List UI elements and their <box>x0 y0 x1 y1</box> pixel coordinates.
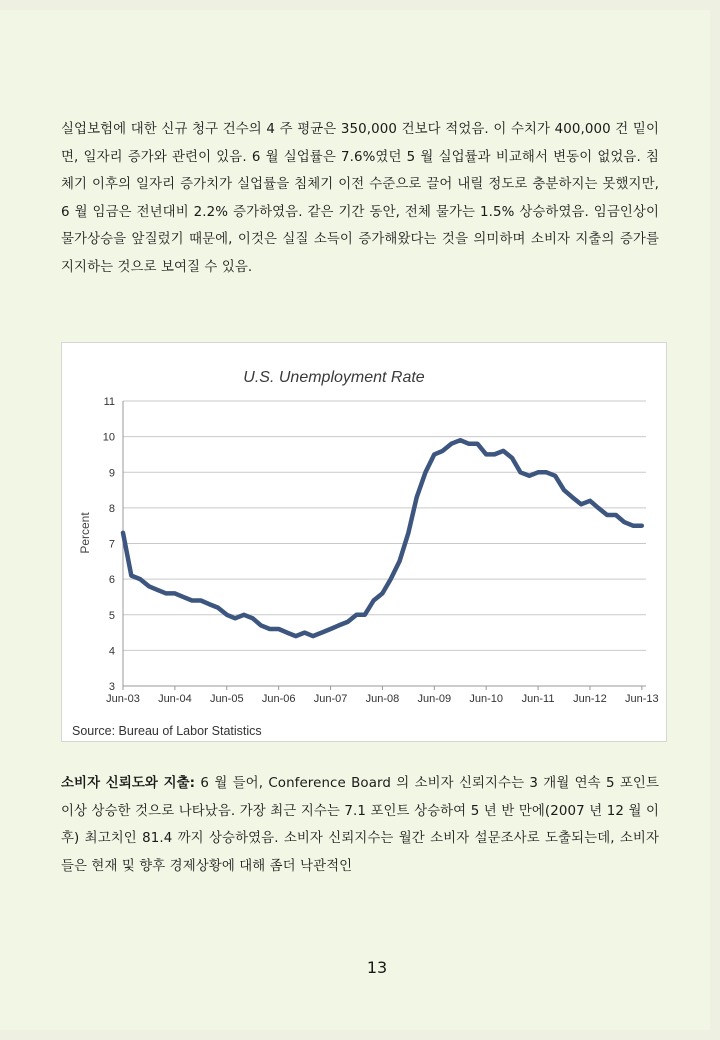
unemployment-chart-svg <box>62 343 666 741</box>
chart-y-axis-label: Percent <box>78 512 92 554</box>
x-tick-label: Jun-12 <box>573 693 607 705</box>
y-tick-label: 10 <box>102 431 115 444</box>
x-tick-label: Jun-08 <box>365 693 400 705</box>
x-tick-label: Jun-10 <box>469 693 504 705</box>
y-tick-label: 4 <box>108 645 115 658</box>
y-tick-label: 5 <box>108 609 115 622</box>
page-number: 13 <box>366 958 388 977</box>
x-tick-label: Jun-06 <box>261 693 296 705</box>
unemployment-rate-line <box>123 440 642 636</box>
y-tick-label: 11 <box>103 396 115 408</box>
section-text: 6 월 들어, Conference Board 의 소비자 신뢰지수는 3 개월 연속 5 포인트 이상 상승한 것으로 나타났음. 가장 최근 지수는 7.1 포인트 상승하여 5 년 반 만에(2007 년 12 월 이후) 최고치인 81.4 까지 상승하였음. 소비자 신뢰지수는 월간 소비자 설문조사로 도출되는데, 소비자들은 현재 및 향후 경제상황에 대해 좀더 낙관적인 <box>61 776 659 874</box>
y-tick-label: 3 <box>108 681 115 693</box>
y-tick-label: 9 <box>108 467 115 480</box>
unemployment-chart <box>61 342 667 742</box>
y-tick-label: 8 <box>108 502 115 515</box>
y-tick-label: 6 <box>108 574 115 587</box>
y-tick-label: 7 <box>108 538 115 551</box>
body-paragraph-unemployment: 실업보험에 대한 신규 청구 건수의 4 주 평균은 350,000 건보다 적었음. 이 수치가 400,000 건 밑이면, 일자리 증가와 관련이 있음. 6 월 실업률은 7.6%였던 5 월 실업률과 비교해서 변동이 없었음. 침체기 이후의 일자리 증가치가 실업률을 침체기 이전 수준으로 끌어 내릴 정도로 충분하지는 못했지만, 6 월 임금은 전년대비 2.2% 증가하였음. 같은 기간 동안, 전체 물가는 1.5% 상승하였음. 임금인상이 물가상승을 앞질렀기 때문에, 이것은 실질 소득이 증가해왔다는 것을 의미하며 소비자 지출의 증가를 지지하는 것으로 보여질 수 있음. <box>61 122 659 275</box>
chart-title: U.S. Unemployment Rate <box>243 369 425 386</box>
x-tick-label: Jun-09 <box>417 693 452 705</box>
x-tick-label: Jun-13 <box>625 693 659 705</box>
x-tick-label: Jun-07 <box>313 693 348 705</box>
x-tick-label: Jun-03 <box>106 693 140 705</box>
x-tick-label: Jun-05 <box>209 693 244 705</box>
x-tick-label: Jun-11 <box>521 693 555 705</box>
x-tick-label: Jun-04 <box>158 693 192 705</box>
section-heading: 소비자 신뢰도와 지출: <box>61 776 196 791</box>
body-paragraph-consumer-confidence <box>61 770 659 880</box>
chart-source: Source: Bureau of Labor Statistics <box>72 724 262 738</box>
